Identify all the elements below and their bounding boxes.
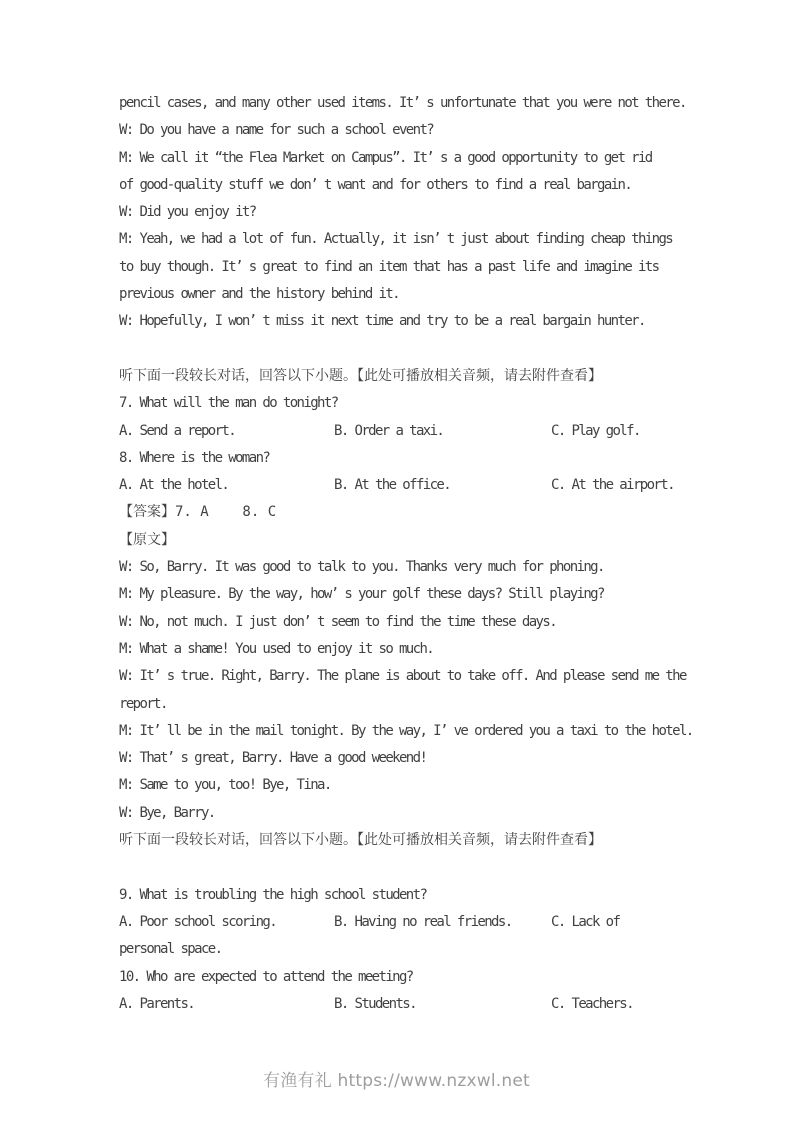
blank-line — [119, 854, 739, 881]
dialogue-line: W: Hopefully, I won’ t miss it next time and try to be a real bargain hunter. — [119, 313, 645, 330]
question-line: 9. What is troubling the high school student? — [119, 886, 427, 903]
dialogue-line: W: It’ s true. Right, Barry. The plane is about to take off. And please send me the — [119, 668, 686, 685]
answer-options-row — [119, 909, 739, 936]
option-cell: C. Play golf. — [551, 422, 640, 439]
dialogue-line: M: My pleasure. By the way, how’ s your golf these days? Still playing? — [119, 586, 604, 603]
dialogue-line: M: Yeah, we had a lot of fun. Actually, it isn’ t just about finding cheap things — [119, 231, 673, 248]
section-instruction: 听下面一段较长对话，回答以下小题。【此处可播放相关音频，请去附件查看】 — [119, 367, 602, 384]
option-cell: C. At the airport. — [551, 477, 674, 494]
section-instruction: 听下面一段较长对话，回答以下小题。【此处可播放相关音频，请去附件查看】 — [119, 832, 602, 849]
option-cell: B. Students. — [334, 995, 416, 1012]
dialogue-line: of good-quality stuff we don’ t want and for others to find a real bargain. — [119, 176, 632, 193]
option-cell: B. At the office. — [334, 477, 451, 494]
option-cell: C. Teachers. — [551, 995, 633, 1012]
dialogue-line: M: What a shame! You used to enjoy it so much. — [119, 640, 434, 657]
option-cell: A. Poor school scoring. — [119, 913, 277, 930]
blank-line — [119, 336, 739, 363]
dialogue-line: M: It’ ll be in the mail tonight. By the way, I’ ve ordered you a taxi to the hotel. — [119, 722, 693, 739]
answer-key-line: 【答案】7. A 8. C — [119, 504, 277, 521]
option-continuation-line: personal space. — [119, 941, 222, 958]
answer-options-row — [119, 991, 739, 1018]
footer-watermark: 有渔有礼 https://www.nzxwl.net — [263, 1071, 530, 1091]
dialogue-line: pencil cases, and many other used items. It’ s unfortunate that you were not there. — [119, 95, 686, 111]
question-line: 8. Where is the woman? — [119, 449, 270, 466]
option-cell: A. Parents. — [119, 995, 195, 1012]
document-content — [119, 90, 739, 1018]
option-cell: B. Having no real friends. — [334, 913, 512, 930]
option-cell: B. Order a taxi. — [334, 422, 444, 439]
dialogue-line: W: That’ s great, Barry. Have a good weekend! — [119, 750, 427, 767]
dialogue-line: W: Did you enjoy it? — [119, 204, 256, 221]
dialogue-line: W: No, not much. I just don’ t seem to find the time these days. — [119, 613, 557, 630]
dialogue-line: to buy though. It’ s great to find an item that has a past life and imagine its — [119, 258, 659, 275]
answer-options-row — [119, 418, 739, 445]
page-footer — [0, 1066, 793, 1091]
dialogue-line: W: So, Barry. It was good to talk to you. Thanks very much for phoning. — [119, 559, 604, 576]
dialogue-line: M: Same to you, too! Bye, Tina. — [119, 777, 331, 794]
option-cell: A. At the hotel. — [119, 477, 229, 494]
option-cell: C. Lack of — [551, 913, 620, 930]
dialogue-line: previous owner and the history behind it. — [119, 286, 399, 303]
question-line: 7. What will the man do tonight? — [119, 395, 338, 412]
dialogue-line: report. — [119, 695, 167, 712]
dialogue-line: M: We call it “the Flea Market on Campus”. It’ s a good opportunity to get rid — [119, 149, 652, 166]
option-cell: A. Send a report. — [119, 422, 236, 439]
question-line: 10. Who are expected to attend the meeting? — [119, 968, 413, 985]
answer-options-row — [119, 472, 739, 499]
dialogue-line: W: Bye, Barry. — [119, 804, 215, 821]
transcript-label: 【原文】 — [119, 531, 175, 548]
dialogue-line: W: Do you have a name for such a school event? — [119, 122, 434, 139]
